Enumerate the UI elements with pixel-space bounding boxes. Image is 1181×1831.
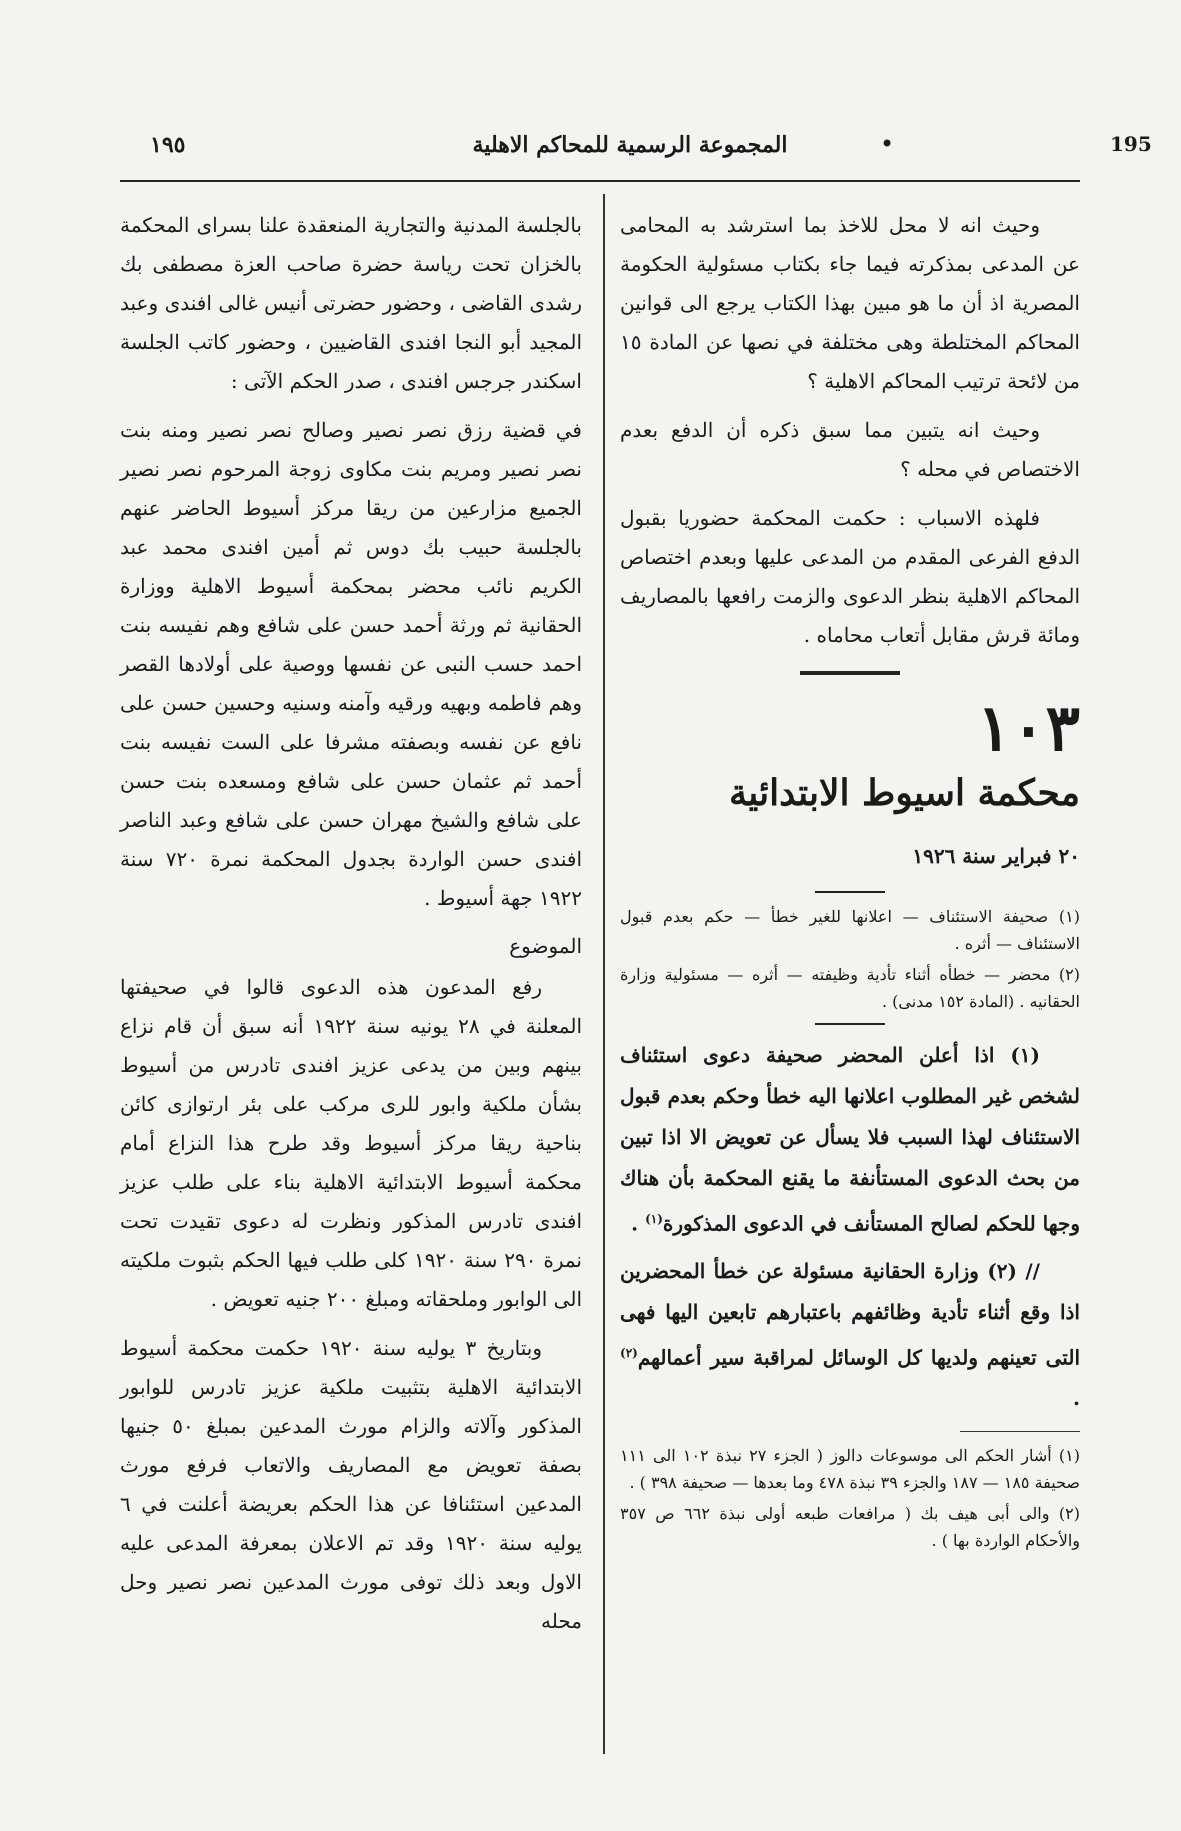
headnote-rule xyxy=(815,1023,885,1025)
footnote-rule xyxy=(960,1431,1080,1432)
holding-text: // (٢) وزارة الحقانية مسئولة عن خطأ المحضرين اذا وقع أثناء تأدية وظائفهم باعتبارهم تابعين اليها فهى التى تعينهم ولديها كل الوسائل لمراقبة سير أعمالهم xyxy=(620,1258,1080,1370)
running-title: المجموعة الرسمية للمحاكم الاهلية xyxy=(472,132,788,158)
paragraph: وحيث انه لا محل للاخذ بما استرشد به المحامى عن المدعى بمذكرته فيما جاء بكتاب مسئولية الحكومة المصرية اذ أن ما هو مبين بهذا الكتاب يرجع الى قوانين المحاكم المختلطة وهى مختلفة في نصها عن المادة ١٥ من لائحة ترتيب المحاكم الاهلية ؟ xyxy=(620,213,1080,393)
page-number-latin: 195 xyxy=(1110,132,1152,156)
case-number: ١٠٣ xyxy=(976,691,1080,766)
footnote-ref: (١) xyxy=(645,1212,663,1226)
holding: (١) اذا أعلن المحضر صحيفة دعوى استئناف لشخص غير المطلوب اعلانها اليه خطأ وحكم بعدم قبول الاستئناف لهذا السبب فلا يسأل عن تعويض الا اذا تبين من بحث الدعوى المستأنفة ما يقنع المحكمة بأن هناك وجها للحكم لصالح المستأنف في الدعوى المذكورة$^{(١)}$ . xyxy=(620,1043,1080,1236)
header-rule xyxy=(120,180,1080,182)
column-divider xyxy=(603,194,605,1754)
section-rule xyxy=(800,671,900,675)
headnote: (٢) محضر — خطأه أثناء تأدية وظيفته — أثره — مسئولية وزارة الحقانيه . (المادة ١٥٢ مدنى) . xyxy=(620,965,1080,1011)
footnote: (٢) والى أبى هيف بك ( مرافعات طبعه أولى نبذة ٦٦٢ ص ٣٥٧ والأحكام الواردة بها ) . xyxy=(620,1504,1081,1551)
parties-paragraph: في قضية رزق نصر نصير وصالح نصر نصير ومنه بنت نصر نصير ومريم بنت مكاوى زوجة المرحوم نصر نصير الجميع مزارعين من ريقا مركز أسيوط الحاضر عنهم بالجلسة حبيب بك دوس ثم أمين افندى محمد عبد الكريم نائب محضر بمحكمة أسيوط الاهلية ووزارة الحقانية ثم ورثة أحمد حسن على شافع وهم نفيسه بنت احمد حسب النبى عن نفسها ووصية على أولادها القصر وهم فاطمه وبهيه ورقيه وآمنه وسنيه وحسين حسن على نافع عن نفسه وبصفته مشرفا على الست نفيسه بنت أحمد ثم عثمان حسن على شافع ومسعده بنت حسن على شافع والشيخ مهران حسن على شافع وعبد الناصر افندى حسن الواردة بجدول المحكمة نمرة ٧٢٠ سنة ١٩٢٢ جهة أسيوط . xyxy=(120,418,582,910)
hearing-date: ٢٠ فبراير سنة ١٩٢٦ xyxy=(912,844,1080,868)
header-dot: • xyxy=(880,130,895,158)
paragraph: وحيث انه يتبين مما سبق ذكره أن الدفع بعدم الاختصاص في محله ؟ xyxy=(620,418,1080,481)
holding: // (٢) وزارة الحقانية مسئولة عن خطأ المحضرين اذا وقع أثناء تأدية وظائفهم باعتبارهم تابعين اليها فهى التى تعينهم ولديها كل الوسائل لمراقبة سير أعمالهم$^{(٢)}$ . xyxy=(620,1258,1080,1411)
footnote-ref: (٢) xyxy=(620,1345,638,1360)
page-number-arabic: ١٩٥ xyxy=(150,132,186,158)
date-rule xyxy=(815,891,885,893)
paragraph: رفع المدعون هذه الدعوى قالوا في صحيفتها المعلنة في ٢٨ يونيه سنة ١٩٢٢ أنه سبق أن قام نزاع بينهم وبين من يدعى عزيز افندى تادرس من أسيوط بشأن ملكية وابور للرى مركب على بئر ارتوازى كائن بناحية ريقا مركز أسيوط وقد طرح هذا النزاع أمام محكمة أسيوط الابتدائية الاهلية بناء على طلب عزيز افندى تادرس المذكور ونظرت له دعوى تقيدت تحت نمرة ٢٩٠ سنة ١٩٢٠ كلى طلب فيها الحكم بثبوت ملكيته الى الوابور وملحقاته ومبلغ ٢٠٠ جنيه تعويض . xyxy=(120,975,583,1311)
left-column xyxy=(120,206,582,1641)
court-name: محكمة اسيوط الابتدائية xyxy=(729,772,1080,814)
verdict-paragraph: فلهذه الاسباب : حكمت المحكمة حضوريا بقبول الدفع الفرعى المقدم من المدعى عليها وبعدم اختصاص المحاكم الاهلية بنظر الدعوى والزمت رافعها بالمصاريف ومائة قرش مقابل أتعاب محاماه . xyxy=(620,506,1080,647)
session-paragraph: بالجلسة المدنية والتجارية المنعقدة علنا بسراى المحكمة بالخزان تحت رياسة حضرة صاحب العزة مصطفى بك رشدى القاضى ، وحضور حضرتى أنيس غالى افندى وعبد المجيد أبو النجا افندى القاضيين ، وحضور كاتب الجلسة اسكندر جرجس افندى ، صدر الحكم الآتى : xyxy=(120,213,582,393)
holding-text: (١) اذا أعلن المحضر صحيفة دعوى استئناف لشخص غير المطلوب اعلانها اليه خطأ وحكم بعدم قبول الاستئناف لهذا السبب فلا يسأل عن تعويض الا اذا تبين من بحث الدعوى المستأنفة ما يقنع المحكمة بأن هناك وجها للحكم لصالح المستأنف في الدعوى المذكورة xyxy=(620,1043,1080,1236)
page-header xyxy=(120,130,1152,172)
right-column xyxy=(620,206,1080,1558)
footnote: (١) أشار الحكم الى موسوعات دالوز ( الجزء ٢٧ نبذة ١٠٢ الى ١١١ صحيفة ١٨٥ — ١٨٧ والجزء ٣٩ نبذة ٤٧٨ وما بعدها — صحيفة ٣٩٨ ) . xyxy=(620,1446,1080,1493)
subject-heading: الموضوع xyxy=(509,934,582,958)
paragraph: وبتاريخ ٣ يوليه سنة ١٩٢٠ حكمت محكمة أسيوط الابتدائية الاهلية بتثبيت ملكية عزيز تادرس للوابور المذكور وآلاته والزام مورث المدعين بمبلغ ٥٠ جنيها بصفة تعويض مع المصاريف والاتعاب فرفع مورث المدعين استئنافا عن هذا الحكم بعريضة أعلنت في ٦ يوليه سنة ١٩٢٠ وقد تم الاعلان بمعرفة المدعى عليه الاول وبعد ذلك توفى مورث المدعين نصر نصير وحل محله xyxy=(120,1336,582,1633)
headnote: (١) صحيفة الاستئناف — اعلانها للغير خطأ — حكم بعدم قبول الاستئناف — أثره . xyxy=(620,907,1080,953)
